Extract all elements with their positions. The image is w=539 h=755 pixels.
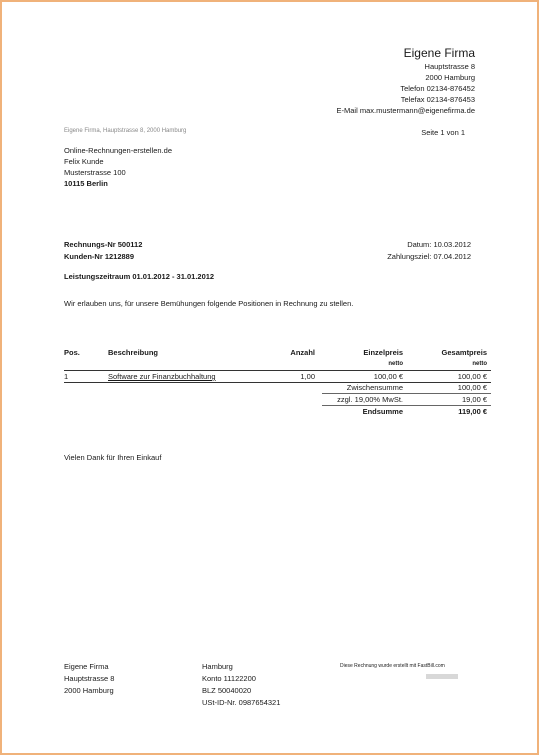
col-header-pos: Pos. — [64, 348, 80, 357]
payment-due: Zahlungsziel: 07.04.2012 — [387, 252, 471, 261]
sender-street: Hauptstrasse 8 — [424, 62, 475, 71]
sender-return-line: Eigene Firma, Hauptstrasse 8, 2000 Hamburg — [64, 128, 187, 134]
col-subheader-total-net: netto — [472, 361, 487, 367]
sender-phone: Telefon 02134-876452 — [400, 84, 475, 93]
row-unit-price: 100,00 € — [373, 372, 403, 381]
sender-fax: Telefax 02134-876453 — [400, 95, 475, 104]
table-row-rule — [64, 382, 491, 383]
intro-text: Wir erlauben uns, für unsere Bemühungen folgende Positionen in Rechnung zu stellen. — [64, 299, 354, 308]
service-period: Leistungszeitraum 01.01.2012 - 31.01.2012 — [64, 272, 215, 281]
row-quantity: 1,00 — [300, 372, 315, 381]
recipient-line-3: Musterstrasse 100 — [64, 168, 126, 177]
thanks-text: Vielen Dank für Ihren Einkauf — [64, 453, 162, 462]
footer-bank-account: Konto 11122200 — [202, 674, 256, 683]
customer-number: Kunden-Nr 1212889 — [64, 252, 135, 261]
vat-value: 19,00 € — [461, 395, 487, 404]
page-info: Seite 1 von 1 — [421, 128, 465, 137]
col-header-total-price: Gesamtpreis — [441, 348, 487, 357]
invoice-date: Datum: 10.03.2012 — [407, 240, 471, 249]
recipient-line-1: Online-Rechnungen-erstellen.de — [64, 146, 172, 155]
generator-logo — [426, 674, 458, 679]
row-description: Software zur Finanzbuchhaltung — [108, 372, 216, 381]
col-subheader-unit-net: netto — [388, 361, 403, 367]
invoice-number: Rechnungs-Nr 500112 — [64, 240, 143, 249]
footer-company-street: Hauptstrasse 8 — [64, 674, 115, 683]
footer-bank-code: BLZ 50040020 — [202, 686, 252, 695]
footer-company-city: 2000 Hamburg — [64, 686, 114, 695]
row-pos: 1 — [64, 372, 69, 381]
footer-generator-note: Diese Rechnung wurde erstellt mit FastBill.com — [340, 663, 445, 669]
subtotal-rule — [322, 393, 491, 394]
row-total-price: 100,00 € — [457, 372, 487, 381]
recipient-line-4: 10115 Berlin — [64, 179, 108, 188]
recipient-line-2: Felix Kunde — [64, 157, 104, 166]
sender-email: E-Mail max.mustermann@eigenefirma.de — [336, 106, 475, 115]
footer-company-name: Eigene Firma — [64, 662, 109, 671]
table-header-rule — [64, 370, 491, 371]
col-header-quantity: Anzahl — [290, 348, 315, 357]
col-header-description: Beschreibung — [108, 348, 159, 357]
vat-label: zzgl. 19,00% MwSt. — [337, 395, 403, 404]
subtotal-label: Zwischensumme — [346, 383, 403, 392]
footer-vat-id: USt-ID-Nr. 0987654321 — [202, 698, 281, 707]
footer-bank-city: Hamburg — [202, 662, 233, 671]
subtotal-value: 100,00 € — [457, 383, 487, 392]
vat-rule — [322, 405, 491, 406]
total-label: Endsumme — [362, 407, 403, 416]
total-value: 119,00 € — [458, 407, 487, 416]
sender-name: Eigene Firma — [403, 46, 475, 60]
col-header-unit-price: Einzelpreis — [363, 348, 403, 357]
sender-city: 2000 Hamburg — [425, 73, 475, 82]
